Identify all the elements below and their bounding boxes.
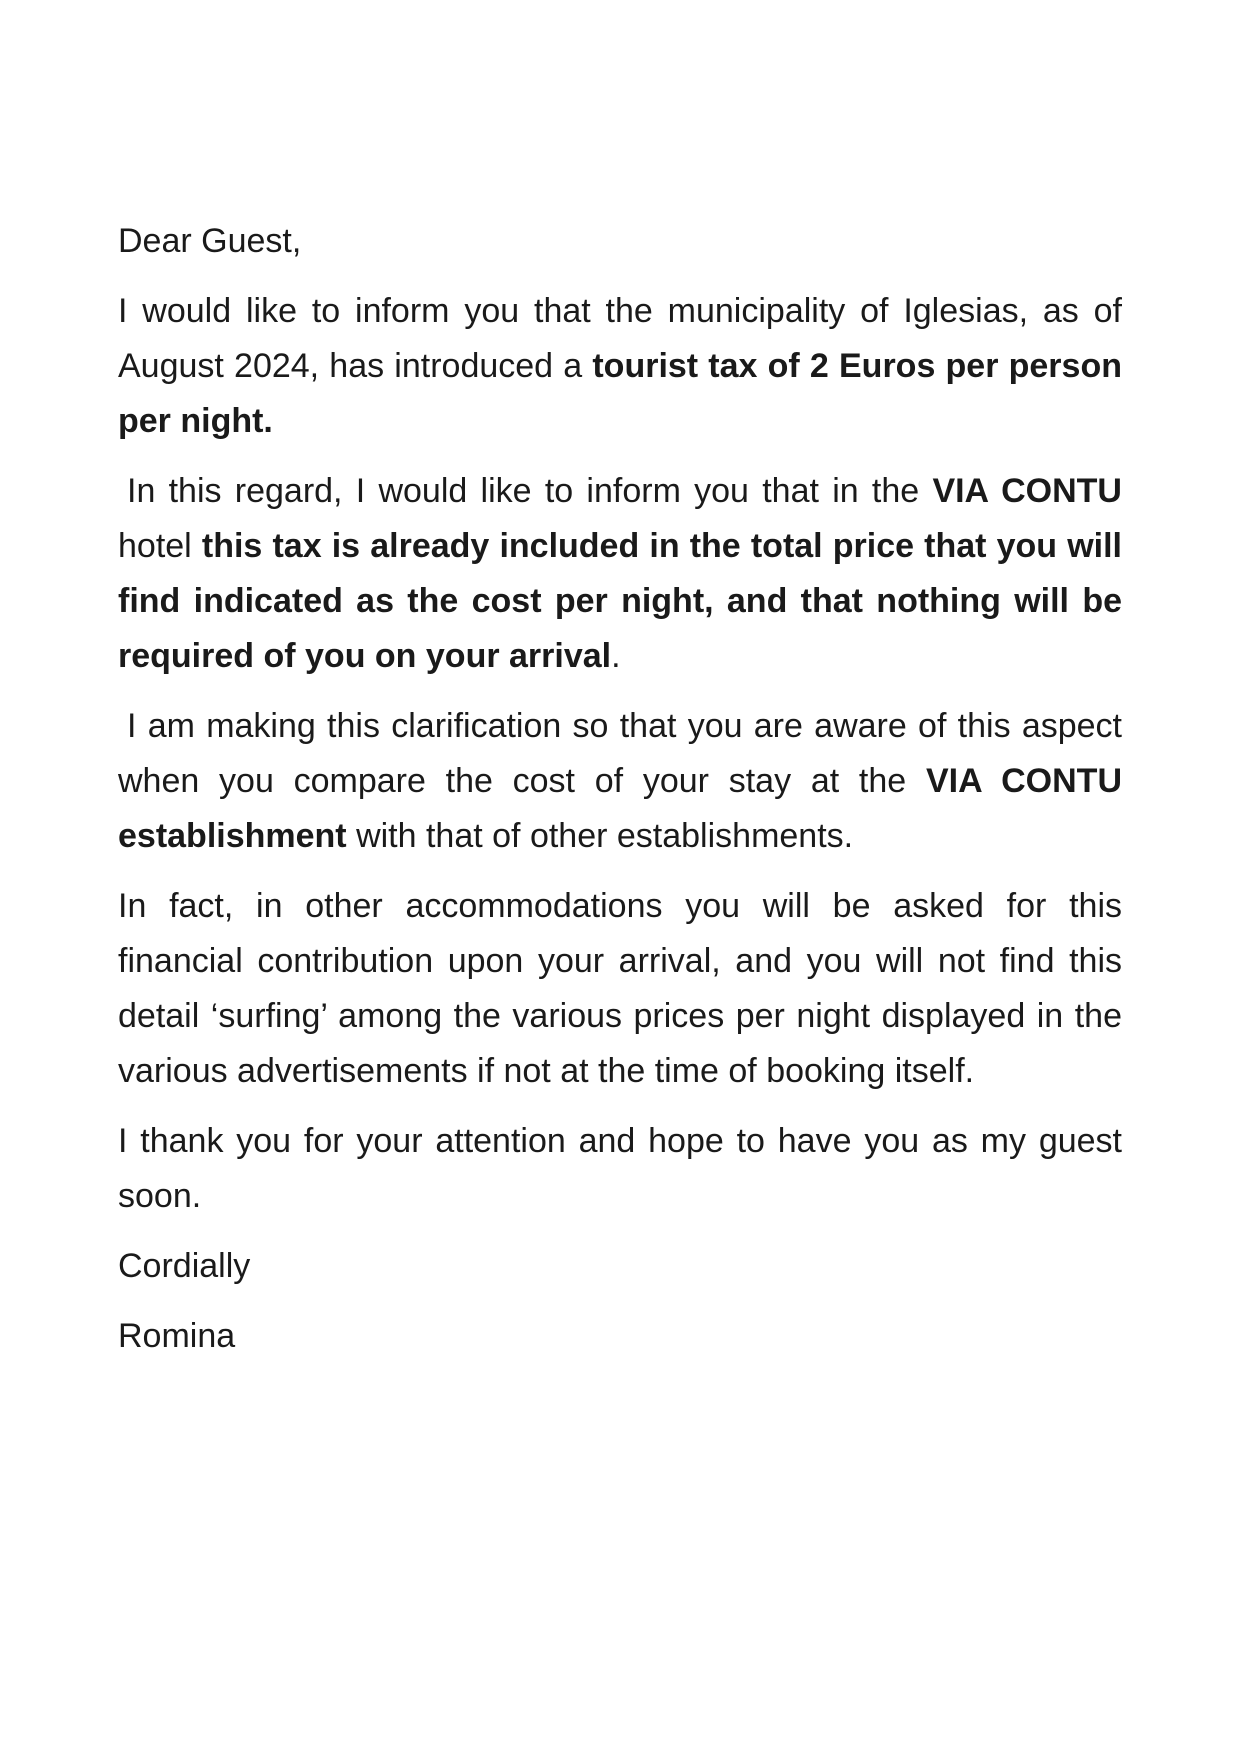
salutation: Dear Guest, bbox=[118, 222, 302, 260]
paragraph-tax-included bbox=[118, 464, 1122, 684]
tax-included-emphasis: this tax is already included in the total price that you will find indicated as the cost per night, and that nothing will be required of you on your arrival bbox=[118, 527, 1122, 675]
paragraph-text: I would like to inform you that the municipality of Iglesias, as of August 2024, has introduced a bbox=[118, 292, 1122, 385]
paragraph-text: hotel bbox=[118, 527, 202, 565]
paragraph-text: with that of other establishments. bbox=[346, 817, 854, 855]
paragraph-text: I am making this clarification so that you are aware of this aspect when you compare the cost of your stay at the bbox=[118, 707, 1122, 800]
paragraph-other-accommodations: In fact, in other accommodations you will be asked for this financial contribution upon your arrival, and you will not find this detail ‘surfing’ among the various prices per night displayed in the various advertisements if not at the time of booking itself. bbox=[118, 887, 1122, 1090]
paragraph-tourist-tax bbox=[118, 284, 1122, 449]
closing: Cordially bbox=[118, 1247, 251, 1285]
paragraph-text: . bbox=[611, 637, 621, 675]
signature: Romina bbox=[118, 1317, 236, 1355]
paragraph-thanks: I thank you for your attention and hope to have you as my guest soon. bbox=[118, 1122, 1122, 1215]
tax-amount-emphasis: tourist tax of 2 Euros per person per night. bbox=[118, 347, 1122, 440]
hotel-name: VIA CONTU bbox=[932, 472, 1122, 510]
paragraph-clarification bbox=[118, 699, 1122, 864]
establishment-name: VIA CONTU establishment bbox=[118, 762, 1122, 855]
letter-body bbox=[118, 214, 1122, 1379]
paragraph-text: In this regard, I would like to inform you that in the bbox=[127, 472, 933, 510]
